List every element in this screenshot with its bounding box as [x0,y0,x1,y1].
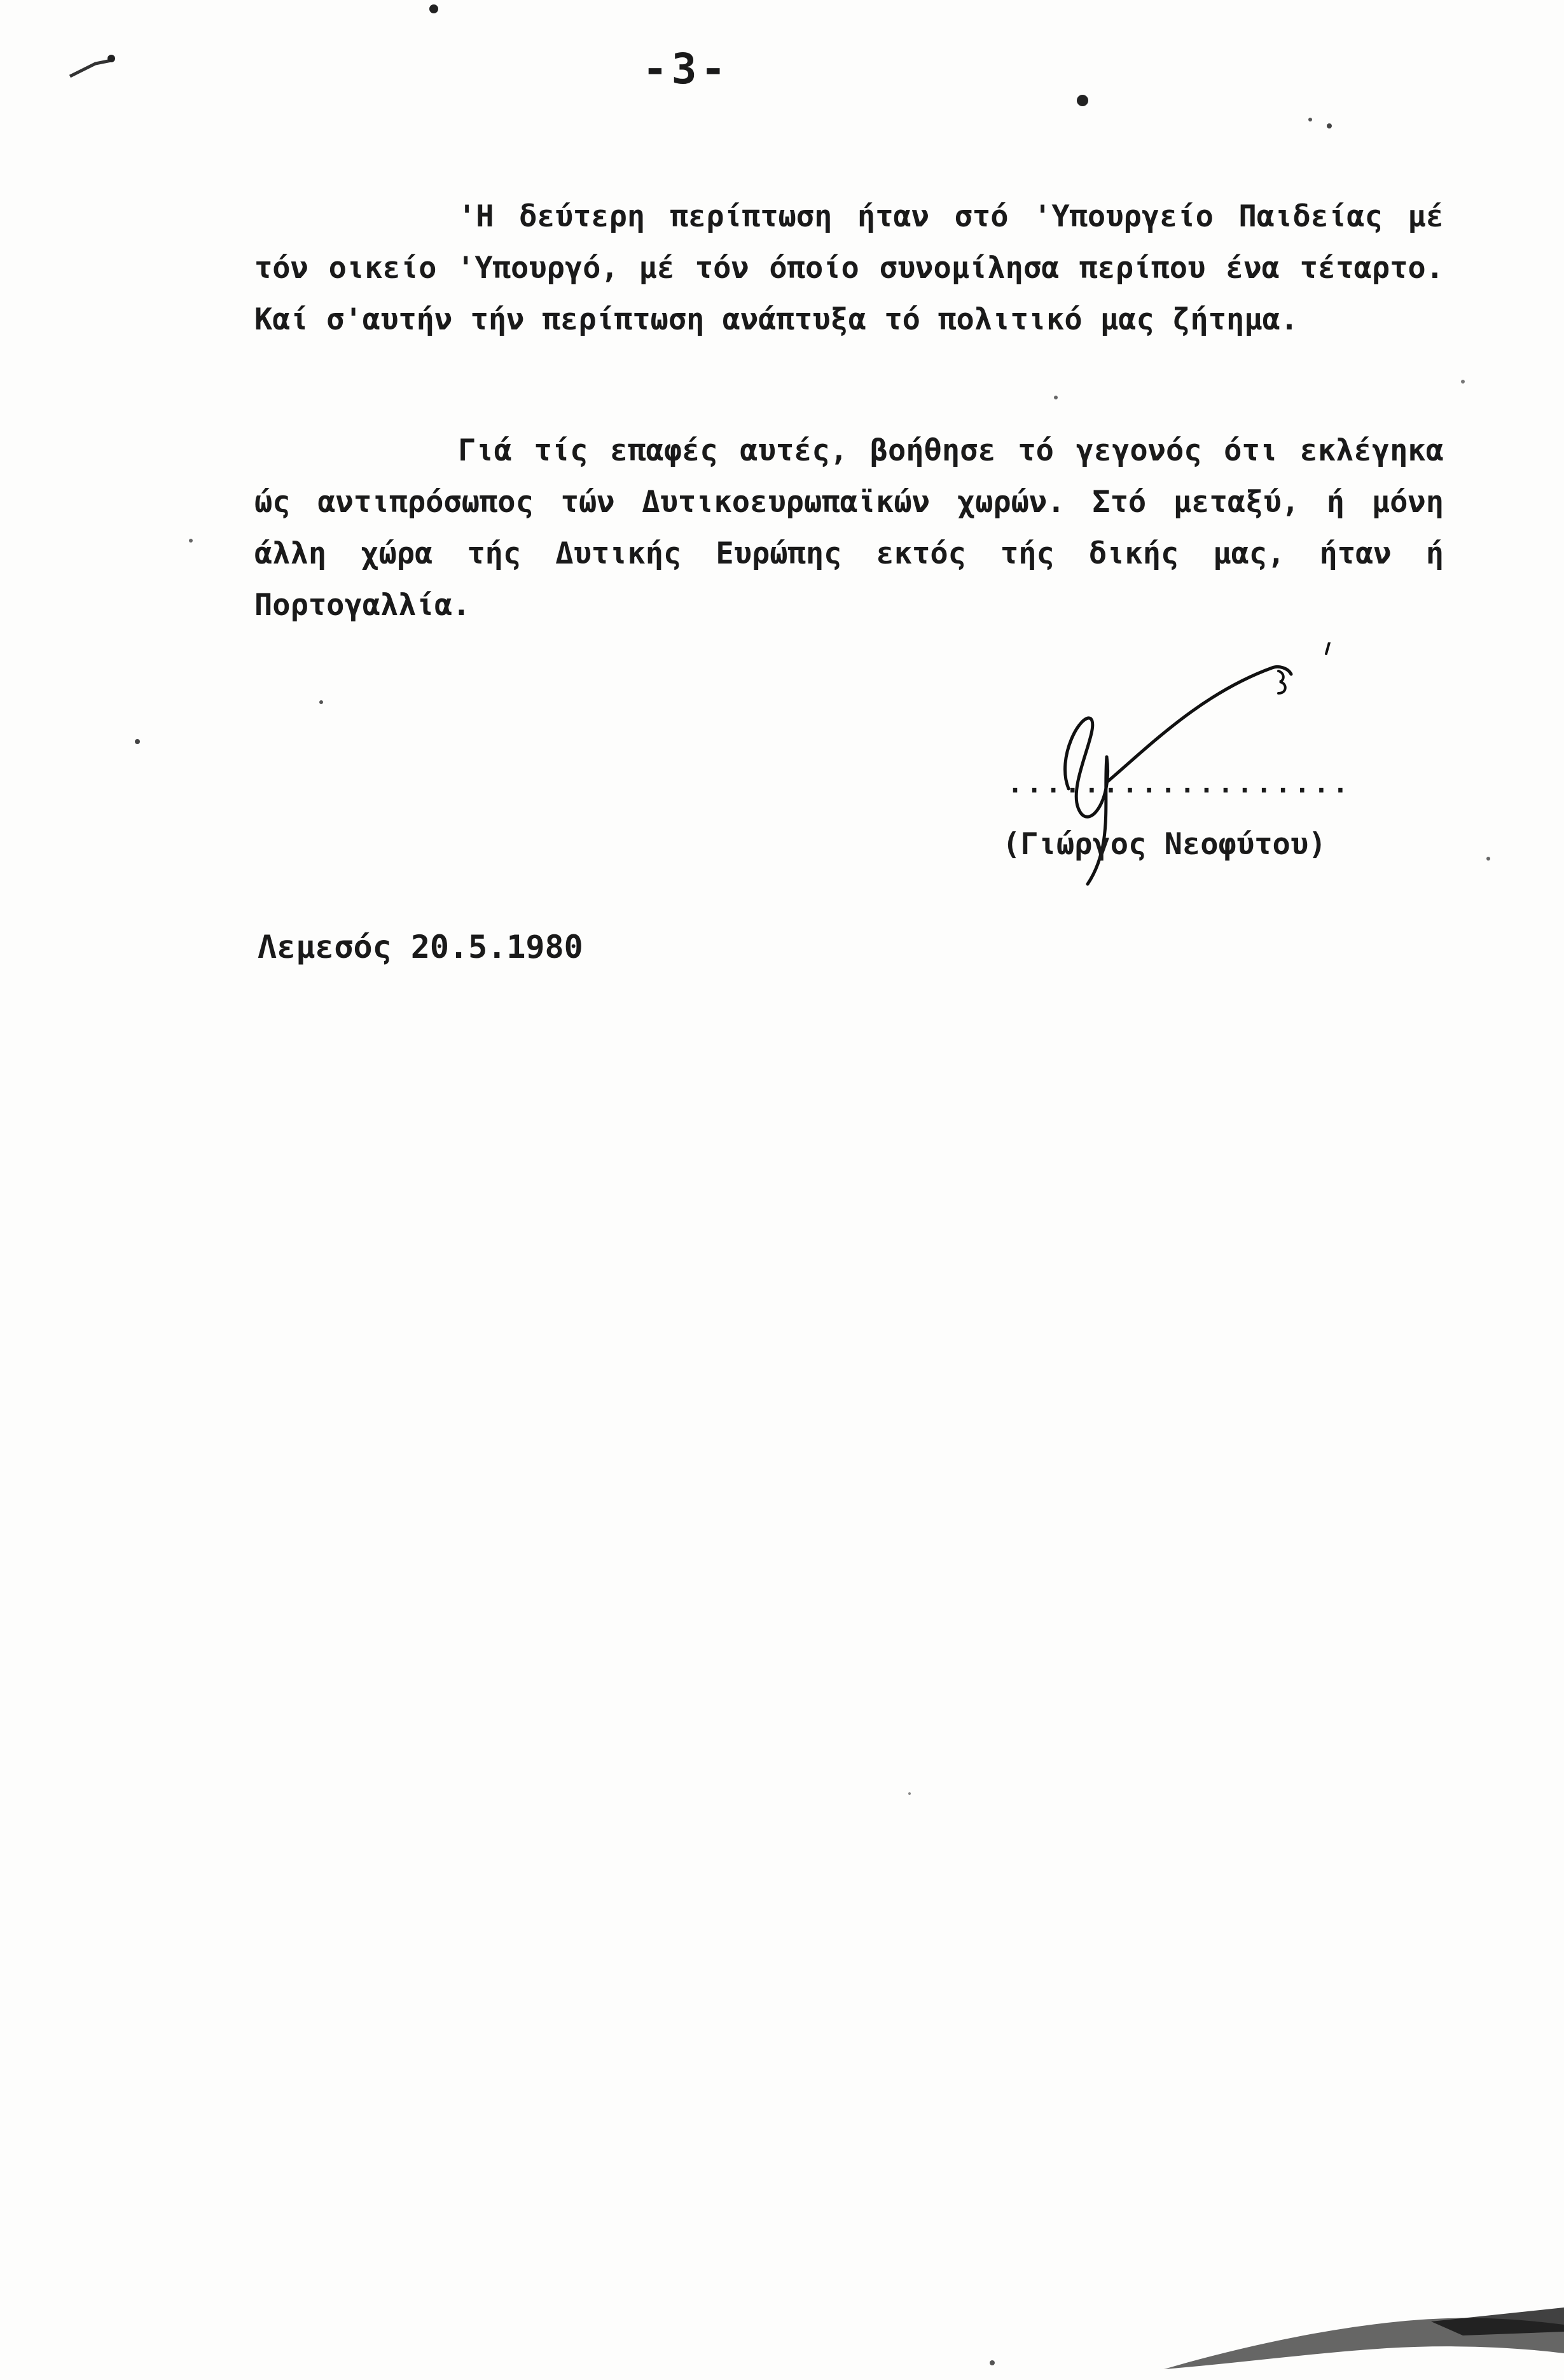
page-number: -3- [642,45,730,93]
paragraph-1: 'Η δεύτερη περίπτωση ήταν στό 'Υπουργείο Παιδείας μέ τόν οικείο 'Υπουργό, μέ τόν όποίο συνομίλησα περίπου ένα τέταρτο. Καί σ'αυτήν τήν περίπτωση ανάπτυξα τό πολιτικό μας ζήτημα. [254,199,1444,337]
place-date: Λεμεσός 20.5.1980 [258,929,583,965]
signatory-name: (Γιώργος Νεοφύτου) [1002,827,1327,862]
signature-line: .................. [1007,770,1352,799]
paragraph-2: Γιά τίς επαφές αυτές, βοήθησε τό γεγονός ότι εκλέγηκα ώς αντιπρόσωπος τών Δυτικοευρωπαϊκών χωρών. Στό μεταξύ, ή μόνη άλλη χώρα τής Δυτικής Ευρώπης εκτός τής δικής μας, ήταν ή Πορτογαλλία. [254,433,1444,623]
